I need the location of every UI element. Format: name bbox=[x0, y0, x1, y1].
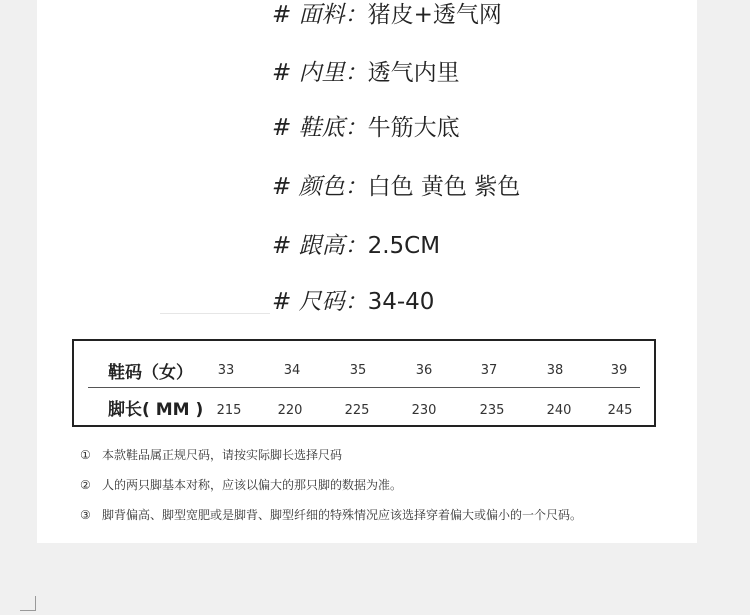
table-cell: 38 bbox=[546, 363, 564, 378]
spec-key: # 面料： bbox=[272, 2, 368, 28]
spec-key: # 颜色： bbox=[272, 174, 368, 200]
note-number: ① bbox=[80, 448, 91, 462]
spec-key: # 跟高： bbox=[272, 233, 368, 259]
table-cell: 240 bbox=[546, 403, 572, 418]
spec-value: 白色 黄色 紫色 bbox=[367, 174, 521, 200]
spec-key: # 内里： bbox=[272, 60, 368, 86]
note-text: 本款鞋品属正规尺码，请按实际脚长选择尺码 bbox=[102, 448, 343, 462]
spec-heel-height bbox=[272, 227, 440, 260]
table-divider bbox=[88, 387, 640, 388]
spec-color bbox=[272, 168, 520, 201]
note-number: ② bbox=[80, 478, 91, 492]
crop-corner-mark bbox=[20, 596, 36, 611]
spec-key: # 尺码： bbox=[272, 289, 368, 315]
table-cell: 39 bbox=[610, 363, 628, 378]
table-cell: 33 bbox=[217, 363, 235, 378]
note-text: 人的两只脚基本对称，应该以偏大的那只脚的数据为准。 bbox=[102, 478, 403, 492]
table-cell: 225 bbox=[344, 403, 370, 418]
spec-material bbox=[272, 0, 502, 29]
spec-value: 2.5CM bbox=[367, 233, 441, 259]
size-chart-table bbox=[72, 339, 656, 427]
spec-sole bbox=[272, 109, 460, 142]
note-number: ③ bbox=[80, 508, 91, 522]
spec-size-range bbox=[272, 283, 434, 316]
spec-key: # 鞋底： bbox=[272, 115, 368, 141]
note-item bbox=[80, 476, 402, 493]
table-cell: 35 bbox=[349, 363, 367, 378]
note-text: 脚背偏高、脚型宽肥或是脚背、脚型纤细的特殊情况应该选择穿着偏大或偏小的一个尺码。 bbox=[102, 508, 583, 522]
table-cell: 230 bbox=[411, 403, 437, 418]
spec-lining bbox=[272, 54, 460, 87]
table-cell: 37 bbox=[480, 363, 498, 378]
table-cell: 245 bbox=[607, 403, 633, 418]
spec-value: 牛筋大底 bbox=[367, 115, 460, 141]
spec-value: 猪皮+透气网 bbox=[367, 2, 502, 28]
table-cell: 235 bbox=[479, 403, 505, 418]
table-cell: 34 bbox=[283, 363, 301, 378]
note-item bbox=[80, 446, 342, 463]
row-label-shoe-size: 鞋码（女） bbox=[108, 363, 193, 383]
table-cell: 36 bbox=[415, 363, 433, 378]
row-label-foot-length: 脚长( MM ) bbox=[108, 400, 204, 420]
table-cell: 220 bbox=[277, 403, 303, 418]
spec-value: 34-40 bbox=[367, 289, 435, 315]
note-item bbox=[80, 506, 582, 523]
spec-value: 透气内里 bbox=[367, 60, 460, 86]
table-cell: 215 bbox=[216, 403, 242, 418]
divider bbox=[160, 313, 270, 314]
